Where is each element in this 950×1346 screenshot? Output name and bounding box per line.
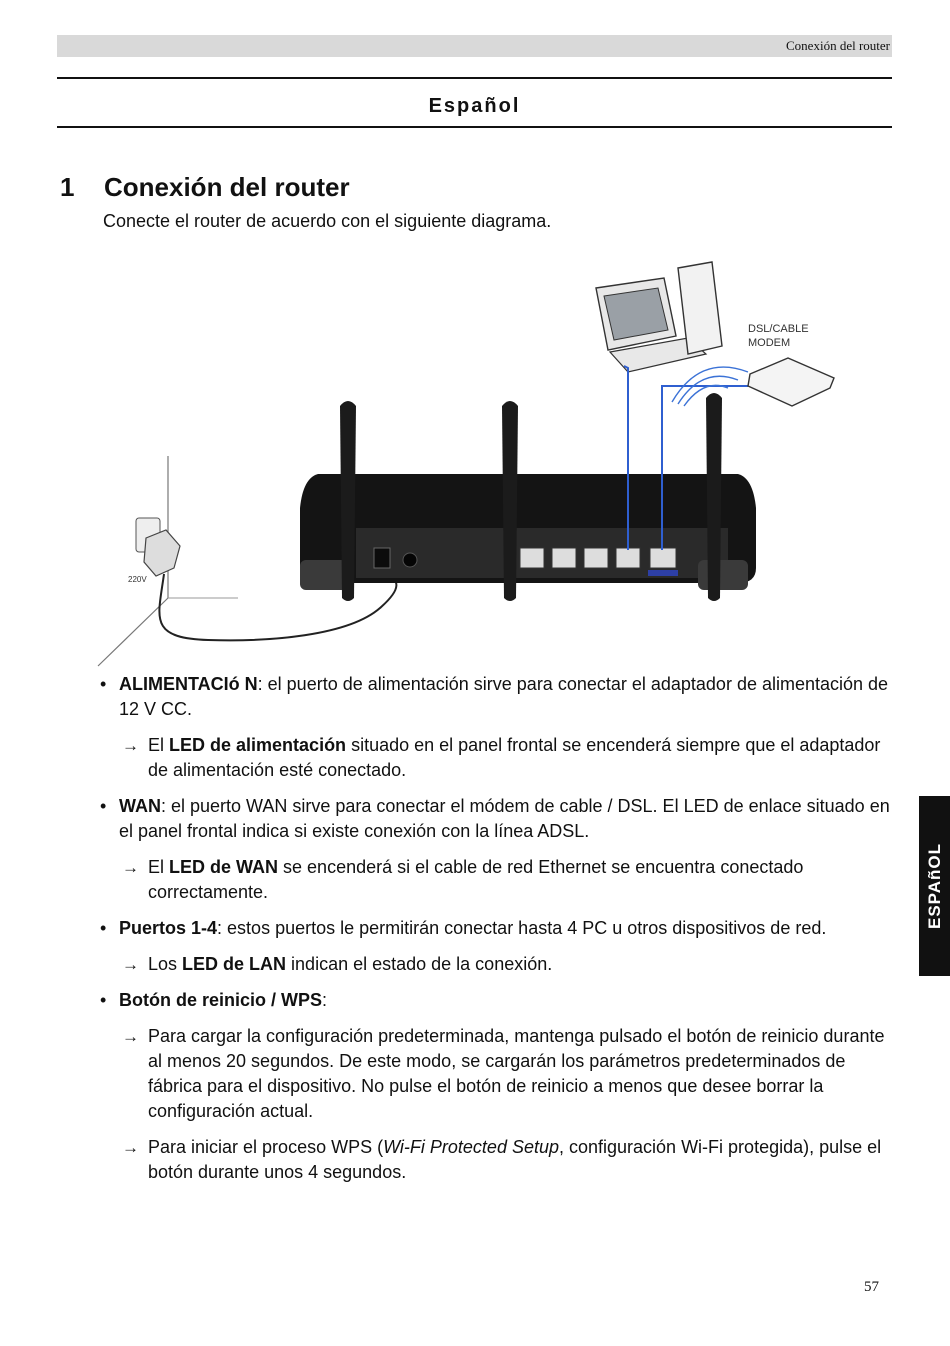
lan-port-2 (584, 548, 608, 568)
antenna-center (502, 401, 518, 601)
intro-text: Conecte el router de acuerdo con el siguiente diagrama. (103, 211, 552, 231)
feature-list (100, 672, 895, 1196)
antenna-right (706, 393, 722, 601)
arrow-icon: → (122, 858, 139, 877)
antenna-left (340, 401, 356, 601)
section-title-text: Conexión del router (104, 172, 350, 202)
list-item (100, 916, 895, 941)
bullet-dot: • (100, 918, 107, 938)
sub-text-pre: El (148, 857, 170, 877)
sub-text-pre: Para iniciar el proceso WPS ( (148, 1137, 384, 1157)
item-bold: Botón de reinicio / WPS (119, 990, 323, 1010)
language-side-tab (919, 796, 950, 976)
reset-button (403, 553, 417, 567)
sub-text-bold: LED de WAN (169, 857, 279, 877)
router-foot-right (698, 560, 748, 590)
power-jack (374, 548, 390, 568)
item-text: : estos puertos le permitirán conectar hasta 4 PC u otros dispositivos de red. (217, 918, 827, 938)
voltage-label: 220V (128, 575, 147, 584)
bullet-dot: • (100, 796, 107, 816)
sub-text-post: , configuración Wi-Fi protegida), pulse el botón durante unos 4 segundos. (148, 1137, 882, 1182)
arrow-icon: → (122, 736, 139, 755)
sub-text-post: indican el estado de la conexión. (286, 954, 553, 974)
sub-text-post: situado en el panel frontal se encenderá siempre que el adaptador de alimentación esté conectado. (148, 735, 881, 780)
sub-text: Para cargar la configuración predeterminada, mantenga pulsado el botón de reinicio durante al menos 20 segundos. De este modo, se cargarán los parámetros predeterminados de fábrica para el dispositivo. No pulse el botón de reinicio a menos que desee borrar la configuración actual. (148, 1026, 885, 1121)
section-number: 1 (60, 172, 75, 202)
bullet-dot: • (100, 674, 107, 694)
router-connection-diagram (88, 238, 850, 668)
item-bold: WAN (119, 796, 161, 816)
modem-label-line1: DSL/CABLE (748, 323, 809, 335)
language-title: Español (428, 95, 521, 117)
modem-label-line2: MODEM (748, 337, 791, 349)
item-text: : el puerto de alimentación sirve para conectar el adaptador de alimentación de 12 V CC. (119, 674, 889, 719)
running-header (57, 35, 892, 57)
sub-item (100, 733, 895, 783)
lan-port-3 (552, 548, 576, 568)
sub-text-bold: LED de alimentación (169, 735, 347, 755)
sub-item (100, 952, 895, 977)
item-text: : (322, 990, 328, 1010)
wan-port (650, 548, 676, 568)
list-item (100, 988, 895, 1013)
sub-item (100, 1135, 895, 1185)
running-header-title: Conexión del router (786, 38, 890, 53)
sub-text-italic: Wi-Fi Protected Setup (383, 1137, 559, 1157)
arrow-icon: → (122, 1027, 139, 1046)
side-tab-label: ESPAñOL (924, 842, 944, 930)
sub-text-pre: Los (148, 954, 183, 974)
item-text: : el puerto WAN sirve para conectar el módem de cable / DSL. El LED de enlace situado en el panel frontal indica si existe conexión con la línea ADSL. (119, 796, 890, 841)
bottom-rule (57, 126, 892, 128)
sub-text-bold: LED de LAN (182, 954, 287, 974)
list-item (100, 672, 895, 722)
list-item (100, 794, 895, 844)
sub-text-post: se encenderá si el cable de red Ethernet se encuentra conectado correctamente. (148, 857, 804, 902)
arrow-icon: → (122, 955, 139, 974)
sub-item (100, 1024, 895, 1124)
arrow-icon: → (122, 1138, 139, 1157)
page-number: 57 (864, 1279, 879, 1295)
lan-port-4 (520, 548, 544, 568)
sub-item (100, 855, 895, 905)
bullet-dot: • (100, 990, 107, 1010)
section-title (60, 172, 350, 203)
lan-port-1 (616, 548, 640, 568)
item-bold: Puertos 1-4 (119, 918, 218, 938)
pc-screen (604, 288, 668, 340)
sub-text-pre: El (148, 735, 170, 755)
wan-port-label (648, 570, 678, 576)
top-rule (57, 77, 892, 79)
item-bold: ALIMENTACIó N (119, 674, 258, 694)
